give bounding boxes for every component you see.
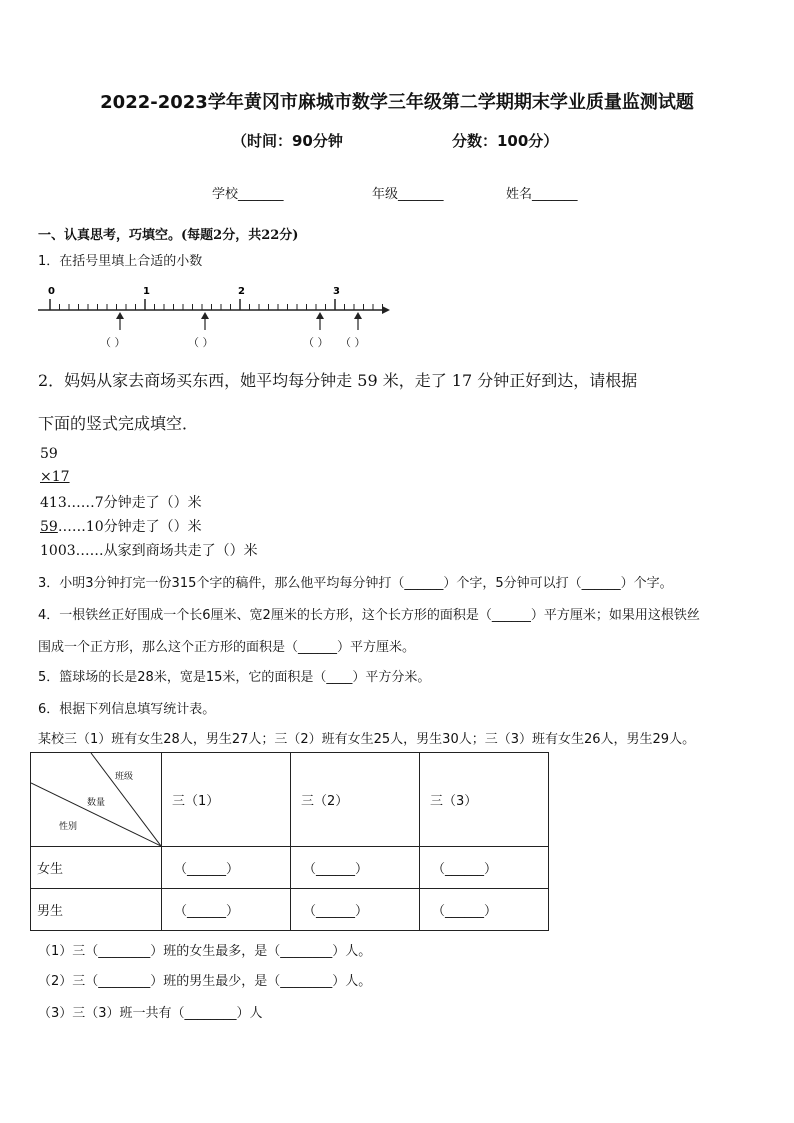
question-2-line-1: 2．妈妈从家去商场买东西，她平均每分钟走 59 米，走了 17 分钟正好到达，请根据 xyxy=(38,371,638,390)
question-6-sub-3: （3）三（3）班一共有（________）人 xyxy=(38,1006,263,1021)
table-cell-input[interactable]: （______） xyxy=(162,889,291,931)
pointer-arrow-head-2 xyxy=(201,312,209,319)
table-cell-input[interactable]: （______） xyxy=(291,847,420,889)
question-4-line-2: 围成一个正方形，那么这个正方形的面积是（______）平方厘米。 xyxy=(38,640,416,655)
corner-label-count: 数量 xyxy=(87,798,106,808)
table-cell-input[interactable]: （______） xyxy=(420,847,549,889)
calc-line-4-number: 59 xyxy=(40,519,58,535)
question-6-info: 某校三（1）班有女生28人，男生27人；三（2）班有女生25人，男生30人；三（3）班有女生26人，男生29人。 xyxy=(38,732,696,747)
question-3: 3．小明3分钟打完一份315个字的稿件，那么他平均每分钟打（______）个字，5分钟可以打（______）个字。 xyxy=(38,576,673,591)
question-6: 6．根据下列信息填写统计表。 xyxy=(38,702,216,717)
tick-label-3: 3 xyxy=(333,286,340,297)
table-corner-cell xyxy=(31,753,162,847)
calc-line-4 xyxy=(40,516,202,536)
col-header-class-2: 三（2） xyxy=(291,753,420,847)
question-1: 1．在括号里填上合适的小数 xyxy=(38,254,203,269)
question-6-sub-1: （1）三（________）班的女生最多，是（________）人。 xyxy=(38,944,372,959)
calc-line-3: 413……7分钟走了（）米 xyxy=(40,495,202,511)
exam-time: （时间：90分钟 xyxy=(232,132,343,150)
pointer-arrow-head-1 xyxy=(116,312,124,319)
page-title: 2022-2023学年黄冈市麻城市数学三年级第二学期期末学业质量监测试题 xyxy=(100,92,694,113)
question-4-line-1: 4．一根铁丝正好围成一个长6厘米、宽2厘米的长方形，这个长方形的面积是（______）平方厘米；如果用这根铁丝 xyxy=(38,608,700,623)
section-heading: 一、认真思考，巧填空。(每题2分，共22分) xyxy=(38,228,299,243)
number-line-ticks xyxy=(50,299,383,310)
number-line-arrowhead xyxy=(382,306,390,314)
pointer-arrow-head-3 xyxy=(316,312,324,319)
grade-field[interactable]: 年级_______ xyxy=(372,187,444,202)
answer-blank-2[interactable]: （ ） xyxy=(188,336,214,349)
calc-line-2: ×17 xyxy=(40,469,70,485)
name-field[interactable]: 姓名_______ xyxy=(506,187,578,202)
answer-blank-1[interactable]: （ ） xyxy=(100,336,126,349)
row-label-girls: 女生 xyxy=(31,847,162,889)
tick-label-2: 2 xyxy=(238,286,245,297)
table-cell-input[interactable]: （______） xyxy=(162,847,291,889)
stat-table xyxy=(30,752,549,931)
calc-line-4-text: ……10分钟走了（）米 xyxy=(57,519,202,535)
col-header-class-1: 三（1） xyxy=(162,753,291,847)
question-2-line-2: 下面的竖式完成填空． xyxy=(38,414,199,433)
tick-label-1: 1 xyxy=(143,286,150,297)
question-5: 5．篮球场的长是28米，宽是15米，它的面积是（____）平方分米。 xyxy=(38,670,431,685)
question-6-sub-2: （2）三（________）班的男生最少，是（________）人。 xyxy=(38,974,372,989)
exam-score: 分数：100分） xyxy=(452,132,559,150)
school-field[interactable]: 学校_______ xyxy=(212,187,284,202)
tick-label-0: 0 xyxy=(48,286,55,297)
answer-blank-4[interactable]: （ ） xyxy=(340,336,366,349)
table-cell-input[interactable]: （______） xyxy=(291,889,420,931)
calc-line-5: 1003……从家到商场共走了（）米 xyxy=(40,543,258,559)
answer-blank-3[interactable]: （ ） xyxy=(303,336,329,349)
pointer-arrow-head-4 xyxy=(354,312,362,319)
row-label-boys: 男生 xyxy=(31,889,162,931)
corner-label-class: 班级 xyxy=(115,772,134,782)
table-cell-input[interactable]: （______） xyxy=(420,889,549,931)
corner-label-gender: 性别 xyxy=(59,822,78,832)
col-header-class-3: 三（3） xyxy=(420,753,549,847)
calc-line-1: 59 xyxy=(40,446,58,462)
